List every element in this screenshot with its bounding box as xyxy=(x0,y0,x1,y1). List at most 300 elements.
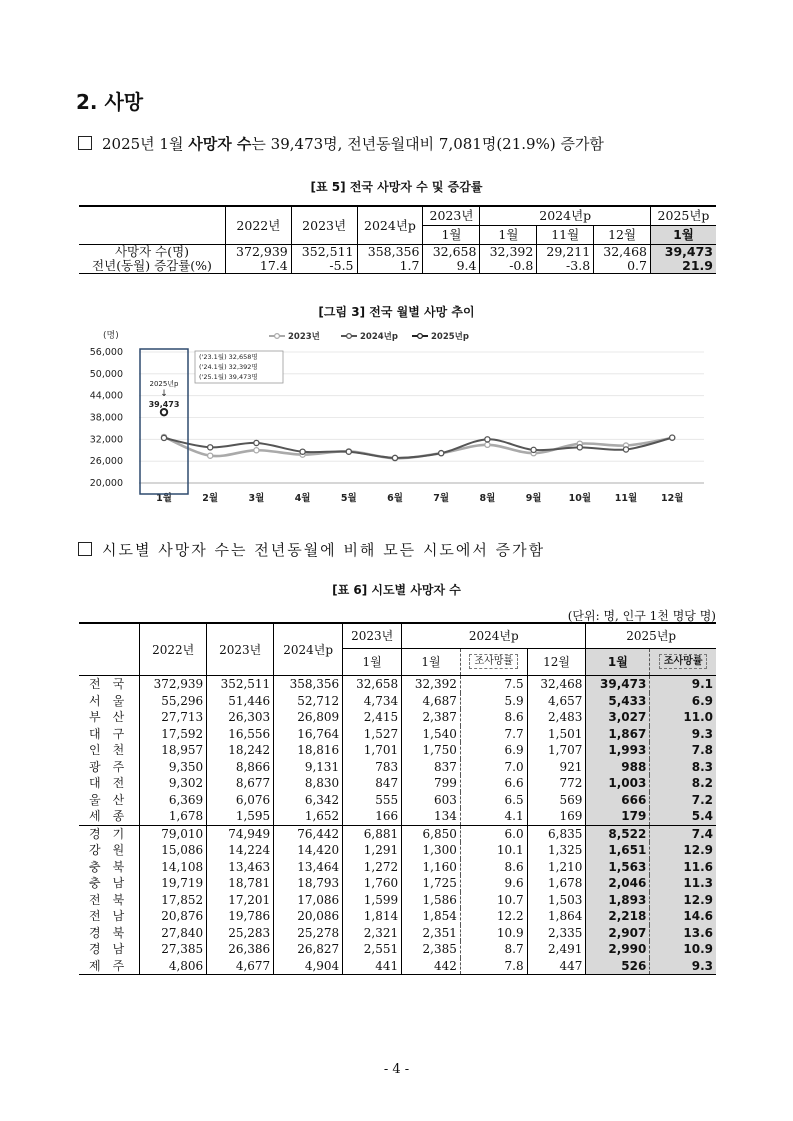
table6-cell: 26,827 xyxy=(274,941,343,958)
table6-cell-highlight: 10.9 xyxy=(650,941,716,958)
table6-cell: 1,854 xyxy=(402,908,461,925)
data-point xyxy=(254,440,259,445)
data-point xyxy=(623,447,628,452)
table6-cell: 51,446 xyxy=(207,693,274,710)
monthly-deaths-chart xyxy=(79,326,717,514)
table6-cell-highlight: 8.3 xyxy=(650,759,716,776)
table6-cell: 603 xyxy=(402,792,461,809)
table5-cell: 0.7 xyxy=(594,259,651,274)
table6-row xyxy=(79,908,716,925)
data-point xyxy=(254,448,259,453)
table6-cell: 783 xyxy=(343,759,402,776)
table6-cell-highlight: 526 xyxy=(586,958,650,975)
table6-cell: 4,734 xyxy=(343,693,402,710)
table6-cell: 358,356 xyxy=(274,676,343,693)
y-tick-label: 20,000 xyxy=(89,478,123,489)
section-title: 2. 사망 xyxy=(76,90,144,114)
annotation-box xyxy=(195,351,283,383)
table6-region: 대구 xyxy=(79,726,140,743)
table6-cell: 25,283 xyxy=(207,925,274,942)
table6-cell: 55,296 xyxy=(140,693,207,710)
table6-cell-highlight: 11.0 xyxy=(650,709,716,726)
table6-region: 강원 xyxy=(79,842,140,859)
table6-cell: 16,764 xyxy=(274,726,343,743)
table6-cell: 18,242 xyxy=(207,742,274,759)
table6-cell: 18,793 xyxy=(274,875,343,892)
table6-cell: 555 xyxy=(343,792,402,809)
table6-cell-highlight: 9.3 xyxy=(650,958,716,975)
x-tick-label: 1월 xyxy=(156,493,172,504)
table6-cell-highlight: 2,990 xyxy=(586,941,650,958)
legend-label: 2025년p xyxy=(431,332,469,342)
table6-h-2024-m1: 1월 xyxy=(402,649,461,676)
table6-cell-highlight: 7.4 xyxy=(650,825,716,842)
table6-cell-highlight: 5.4 xyxy=(650,808,716,825)
checkbox-square-icon xyxy=(78,136,92,150)
point-label-title: 2025년p xyxy=(149,380,179,388)
table6-cell: 1,586 xyxy=(402,892,461,909)
table6-cell: 26,303 xyxy=(207,709,274,726)
table6-cell-highlight: 8,522 xyxy=(586,825,650,842)
table6-region: 제주 xyxy=(79,958,140,975)
y-tick-label: 50,000 xyxy=(89,368,123,380)
table6-cell-highlight: 988 xyxy=(586,759,650,776)
table6-row xyxy=(79,709,716,726)
table6-h-group-2024: 2024년p xyxy=(402,623,586,649)
table6-cell: 169 xyxy=(527,808,586,825)
data-point xyxy=(670,435,675,440)
table6-cell: 6,369 xyxy=(140,792,207,809)
page-number: - 4 - xyxy=(383,1062,410,1077)
data-point xyxy=(346,449,351,454)
table6-cell-highlight: 7.8 xyxy=(650,742,716,759)
table6-cell-highlight: 1,651 xyxy=(586,842,650,859)
table6-cell: 1,325 xyxy=(527,842,586,859)
table6-cell: 15,086 xyxy=(140,842,207,859)
table5-row-rate xyxy=(79,259,716,274)
table6-cell-highlight: 13.6 xyxy=(650,925,716,942)
table6-cell: 18,816 xyxy=(274,742,343,759)
table6-cell-highlight: 7.2 xyxy=(650,792,716,809)
table6-cell: 4,657 xyxy=(527,693,586,710)
chart-legend xyxy=(269,331,469,342)
table6-cell: 1,707 xyxy=(527,742,586,759)
table6-cell: 1,814 xyxy=(343,908,402,925)
table6-cell: 1,527 xyxy=(343,726,402,743)
table6-row xyxy=(79,693,716,710)
table6-h-2023-m1: 1월 xyxy=(343,649,402,676)
x-tick-label: 7월 xyxy=(433,493,450,504)
data-point xyxy=(392,455,397,460)
table6-cell: 14,224 xyxy=(207,842,274,859)
table6-region: 전남 xyxy=(79,908,140,925)
x-tick-label: 6월 xyxy=(387,493,403,504)
table6-cell-highlight: 1,867 xyxy=(586,726,650,743)
table6-cell: 352,511 xyxy=(207,676,274,693)
table6-cell: 569 xyxy=(527,792,586,809)
table6-cell: 7.7 xyxy=(460,726,527,743)
data-point xyxy=(531,447,536,452)
table6-body xyxy=(79,676,716,975)
table5-cell: 32,468 xyxy=(594,245,651,260)
table6-cell-highlight: 12.9 xyxy=(650,892,716,909)
table5-cell: 1.7 xyxy=(357,259,423,274)
table5-h-2023: 2023년 xyxy=(291,206,357,245)
table6-row xyxy=(79,792,716,809)
table6-cell: 18,781 xyxy=(207,875,274,892)
x-tick-label: 12월 xyxy=(660,493,684,504)
table6-cell: 8,677 xyxy=(207,775,274,792)
table6-h-2025-rate xyxy=(650,649,716,676)
summary-bullet-2 xyxy=(78,539,545,560)
data-point xyxy=(485,437,490,442)
y-tick-label: 56,000 xyxy=(89,347,123,358)
table6-cell-highlight: 2,046 xyxy=(586,875,650,892)
table6-cell: 7.5 xyxy=(460,676,527,693)
table6-cell: 1,160 xyxy=(402,859,461,876)
table6-row xyxy=(79,875,716,892)
table6-cell: 921 xyxy=(527,759,586,776)
table6-cell: 27,840 xyxy=(140,925,207,942)
table6-h-2023: 2023년 xyxy=(207,623,274,676)
x-tick-label: 11월 xyxy=(614,493,638,504)
point-arrow-icon: ↓ xyxy=(160,389,168,399)
table6-row xyxy=(79,859,716,876)
table6-cell: 6,835 xyxy=(527,825,586,842)
table6-cell: 1,540 xyxy=(402,726,461,743)
table5-caption: [표 5] 전국 사망자 수 및 증감률 xyxy=(310,180,483,194)
bullet1-pre: 2025년 1월 xyxy=(102,135,189,153)
table6-cell: 1,652 xyxy=(274,808,343,825)
table6-cell: 20,086 xyxy=(274,908,343,925)
table6-cell: 799 xyxy=(402,775,461,792)
data-point xyxy=(208,453,213,458)
annotation-line: ('24.1월) 32,392명 xyxy=(199,363,258,371)
table6-cell: 9,302 xyxy=(140,775,207,792)
table6-region: 울산 xyxy=(79,792,140,809)
table6-region: 서울 xyxy=(79,693,140,710)
table6-cell: 6,881 xyxy=(343,825,402,842)
table6-cell: 6,850 xyxy=(402,825,461,842)
table6-cell: 12.2 xyxy=(460,908,527,925)
table6-cell: 837 xyxy=(402,759,461,776)
x-tick-label: 8월 xyxy=(479,493,496,504)
bullet2-text: 시도별 사망자 수는 전년동월에 비해 모든 시도에서 증가함 xyxy=(102,541,546,559)
table6-row xyxy=(79,759,716,776)
table6-region: 광주 xyxy=(79,759,140,776)
table6-row xyxy=(79,726,716,743)
table6-cell: 847 xyxy=(343,775,402,792)
table6-cell: 2,385 xyxy=(402,941,461,958)
table6-unit: (단위: 명, 인구 1천 명당 명) xyxy=(567,609,716,623)
table5-row-label: 전년(동월) 증감률(%) xyxy=(79,259,226,274)
table5-cell: 358,356 xyxy=(357,245,423,260)
table6-cell-highlight: 1,003 xyxy=(586,775,650,792)
table6-region: 대전 xyxy=(79,775,140,792)
table6-cell: 1,750 xyxy=(402,742,461,759)
table6-h-2024-rate-label: 조사망률 xyxy=(469,654,518,669)
table5-cell: 352,511 xyxy=(291,245,357,260)
table6-cell: 6,076 xyxy=(207,792,274,809)
table6-cell-highlight: 12.9 xyxy=(650,842,716,859)
table6-cell: 2,483 xyxy=(527,709,586,726)
x-tick-label: 2월 xyxy=(202,493,219,504)
table6-row xyxy=(79,808,716,825)
table6-cell: 8.7 xyxy=(460,941,527,958)
data-point xyxy=(161,435,166,440)
table6-cell: 76,442 xyxy=(274,825,343,842)
table6-cell-highlight: 1,563 xyxy=(586,859,650,876)
table6-cell: 1,503 xyxy=(527,892,586,909)
table6-row xyxy=(79,825,716,842)
table6-cell: 441 xyxy=(343,958,402,975)
table6-cell: 2,415 xyxy=(343,709,402,726)
table6-cell: 1,864 xyxy=(527,908,586,925)
table6-cell: 32,468 xyxy=(527,676,586,693)
bullet1-bold: 사망자 수 xyxy=(188,135,252,153)
table5-row-deaths xyxy=(79,245,716,260)
table6-cell: 1,291 xyxy=(343,842,402,859)
table6-cell-highlight: 179 xyxy=(586,808,650,825)
table6-cell: 8.6 xyxy=(460,859,527,876)
table6-cell: 6.9 xyxy=(460,742,527,759)
table6-cell: 13,464 xyxy=(274,859,343,876)
table6-cell: 372,939 xyxy=(140,676,207,693)
table6-region: 경기 xyxy=(79,825,140,842)
table5-cell: 17.4 xyxy=(226,259,292,274)
table6-cell: 10.1 xyxy=(460,842,527,859)
table6-cell: 6.5 xyxy=(460,792,527,809)
x-tick-label: 9월 xyxy=(525,493,542,504)
x-tick-label: 5월 xyxy=(340,493,357,504)
table6-cell: 134 xyxy=(402,808,461,825)
table6-cell: 26,809 xyxy=(274,709,343,726)
table6-cell: 4,677 xyxy=(207,958,274,975)
table6-cell: 2,551 xyxy=(343,941,402,958)
table5-cell-highlight: 21.9 xyxy=(651,259,717,274)
annotation-line: ('23.1월) 32,658명 xyxy=(199,353,258,361)
annotation-line: ('25.1월) 39,473명 xyxy=(199,373,258,381)
table6-cell: 74,949 xyxy=(207,825,274,842)
table5-cell: 32,392 xyxy=(480,245,537,260)
table6-cell: 2,491 xyxy=(527,941,586,958)
y-tick-label: 44,000 xyxy=(89,390,123,402)
table5-h-group-2025: 2025년p xyxy=(651,206,717,226)
table6-region: 경북 xyxy=(79,925,140,942)
table6-row xyxy=(79,842,716,859)
table6-cell: 25,278 xyxy=(274,925,343,942)
legend-marker xyxy=(275,334,280,339)
table6-cell: 14,420 xyxy=(274,842,343,859)
table6-cell: 6.6 xyxy=(460,775,527,792)
table6-row xyxy=(79,958,716,975)
x-tick-label: 10월 xyxy=(568,493,592,504)
table5-cell-highlight: 39,473 xyxy=(651,245,717,260)
table6-cell: 447 xyxy=(527,958,586,975)
table6-cell: 17,086 xyxy=(274,892,343,909)
table6-row xyxy=(79,941,716,958)
table5-cell: 372,939 xyxy=(226,245,292,260)
table6-region: 전국 xyxy=(79,676,140,693)
table6-cell-highlight: 9.3 xyxy=(650,726,716,743)
table5-corner xyxy=(79,206,226,245)
table6-cell: 20,876 xyxy=(140,908,207,925)
table5-h-group-2024: 2024년p xyxy=(480,206,651,226)
table6-cell-highlight: 1,893 xyxy=(586,892,650,909)
x-tick-label: 4월 xyxy=(294,493,311,504)
table6-cell: 166 xyxy=(343,808,402,825)
table6-cell: 17,852 xyxy=(140,892,207,909)
table6-cell: 442 xyxy=(402,958,461,975)
table6-cell: 6.0 xyxy=(460,825,527,842)
table5-cell: 9.4 xyxy=(423,259,480,274)
table5 xyxy=(79,205,716,274)
table6-cell: 7.8 xyxy=(460,958,527,975)
y-tick-label: 32,000 xyxy=(89,434,123,446)
chart-y-unit: (명) xyxy=(103,331,119,341)
table6-cell: 5.9 xyxy=(460,693,527,710)
table6-cell: 17,201 xyxy=(207,892,274,909)
table6-cell-highlight: 3,027 xyxy=(586,709,650,726)
table6-cell: 9,350 xyxy=(140,759,207,776)
point-label-value: 39,473 xyxy=(148,400,180,409)
table6-cell-highlight: 2,218 xyxy=(586,908,650,925)
table6-cell-highlight: 11.6 xyxy=(650,859,716,876)
legend-marker xyxy=(418,334,423,339)
table6-cell: 4,806 xyxy=(140,958,207,975)
table6-cell: 1,678 xyxy=(140,808,207,825)
table5-cell: -3.8 xyxy=(537,259,594,274)
data-point xyxy=(577,445,582,450)
table5-h-2022: 2022년 xyxy=(226,206,292,245)
table6-cell: 26,386 xyxy=(207,941,274,958)
table6-cell: 2,351 xyxy=(402,925,461,942)
table5-h-group-2023: 2023년 xyxy=(423,206,480,226)
table6-region: 충남 xyxy=(79,875,140,892)
table6-h-group-2023: 2023년 xyxy=(343,623,402,649)
table6-cell: 4.1 xyxy=(460,808,527,825)
table6-cell: 1,210 xyxy=(527,859,586,876)
table5-h-2024: 2024년p xyxy=(357,206,423,245)
table5-h-2023-m1: 1월 xyxy=(423,226,480,245)
table5-h-2024-m1: 1월 xyxy=(480,226,537,245)
y-tick-label: 38,000 xyxy=(89,412,123,424)
data-point xyxy=(208,445,213,450)
table6-cell: 9,131 xyxy=(274,759,343,776)
table6-cell: 27,713 xyxy=(140,709,207,726)
table6-cell: 2,321 xyxy=(343,925,402,942)
table6-h-2024-m12: 12월 xyxy=(527,649,586,676)
table6-cell: 19,719 xyxy=(140,875,207,892)
table6-cell: 1,678 xyxy=(527,875,586,892)
table6-cell: 4,904 xyxy=(274,958,343,975)
table6-region: 부산 xyxy=(79,709,140,726)
table6-cell-highlight: 39,473 xyxy=(586,676,650,693)
table6-h-group-2025: 2025년p xyxy=(586,623,716,649)
table6-row xyxy=(79,892,716,909)
y-tick-label: 26,000 xyxy=(89,456,123,468)
table6-cell: 18,957 xyxy=(140,742,207,759)
table6-corner xyxy=(79,623,140,676)
table6-cell: 32,658 xyxy=(343,676,402,693)
table6-cell: 6,342 xyxy=(274,792,343,809)
table6-region: 인천 xyxy=(79,742,140,759)
table6-region: 충북 xyxy=(79,859,140,876)
table6-cell: 32,392 xyxy=(402,676,461,693)
table6-cell-highlight: 5,433 xyxy=(586,693,650,710)
table6-cell: 10.9 xyxy=(460,925,527,942)
legend-label: 2024년p xyxy=(360,332,398,342)
table6-cell: 9.6 xyxy=(460,875,527,892)
table6-cell: 1,272 xyxy=(343,859,402,876)
table6-cell-highlight: 666 xyxy=(586,792,650,809)
table6-h-2022: 2022년 xyxy=(140,623,207,676)
table6-cell: 1,599 xyxy=(343,892,402,909)
table6-h-2024: 2024년p xyxy=(274,623,343,676)
table6-cell: 1,725 xyxy=(402,875,461,892)
table6-cell: 1,595 xyxy=(207,808,274,825)
legend-label: 2023년 xyxy=(288,332,320,342)
table5-row-label: 사망자 수(명) xyxy=(79,245,226,260)
table6-row xyxy=(79,925,716,942)
table6-row xyxy=(79,775,716,792)
table6-cell-highlight: 2,907 xyxy=(586,925,650,942)
table6-h-2025-rate-label: 조사망률 xyxy=(659,654,708,669)
chart-background xyxy=(79,326,717,514)
x-tick-label: 3월 xyxy=(248,493,265,504)
table6-cell: 8.6 xyxy=(460,709,527,726)
table6-cell: 10.7 xyxy=(460,892,527,909)
table6-cell: 14,108 xyxy=(140,859,207,876)
table5-cell: -0.8 xyxy=(480,259,537,274)
table5-cell: 32,658 xyxy=(423,245,480,260)
table6-cell-highlight: 8.2 xyxy=(650,775,716,792)
table6-caption: [표 6] 시도별 사망자 수 xyxy=(332,583,461,597)
table5-h-2025-m1: 1월 xyxy=(651,226,717,245)
table6-cell: 772 xyxy=(527,775,586,792)
table6-cell-highlight: 6.9 xyxy=(650,693,716,710)
table6-cell-highlight: 1,993 xyxy=(586,742,650,759)
table6-h-2025-m1: 1월 xyxy=(586,649,650,676)
table6-cell: 19,786 xyxy=(207,908,274,925)
table6-cell: 27,385 xyxy=(140,941,207,958)
legend-marker xyxy=(347,334,352,339)
table6-row xyxy=(79,742,716,759)
table5-cell: 29,211 xyxy=(537,245,594,260)
table6-cell: 8,866 xyxy=(207,759,274,776)
table6-cell: 52,712 xyxy=(274,693,343,710)
table6-cell: 1,760 xyxy=(343,875,402,892)
table6-region: 경남 xyxy=(79,941,140,958)
table6-cell: 2,335 xyxy=(527,925,586,942)
data-point xyxy=(439,451,444,456)
table6-region: 전북 xyxy=(79,892,140,909)
table6-cell: 79,010 xyxy=(140,825,207,842)
table6 xyxy=(79,622,716,975)
bullet1-post: 는 39,473명, 전년동월대비 7,081명(21.9%) 증가함 xyxy=(251,135,604,153)
table6-cell: 13,463 xyxy=(207,859,274,876)
table6-cell: 1,300 xyxy=(402,842,461,859)
chart-caption: [그림 3] 전국 월별 사망 추이 xyxy=(318,305,475,319)
table6-cell: 7.0 xyxy=(460,759,527,776)
table5-h-2024-m11: 11월 xyxy=(537,226,594,245)
table6-region: 세종 xyxy=(79,808,140,825)
table6-cell: 17,592 xyxy=(140,726,207,743)
table6-cell-highlight: 11.3 xyxy=(650,875,716,892)
table6-cell-highlight: 9.1 xyxy=(650,676,716,693)
checkbox-square-icon xyxy=(78,542,92,556)
table6-cell: 4,687 xyxy=(402,693,461,710)
